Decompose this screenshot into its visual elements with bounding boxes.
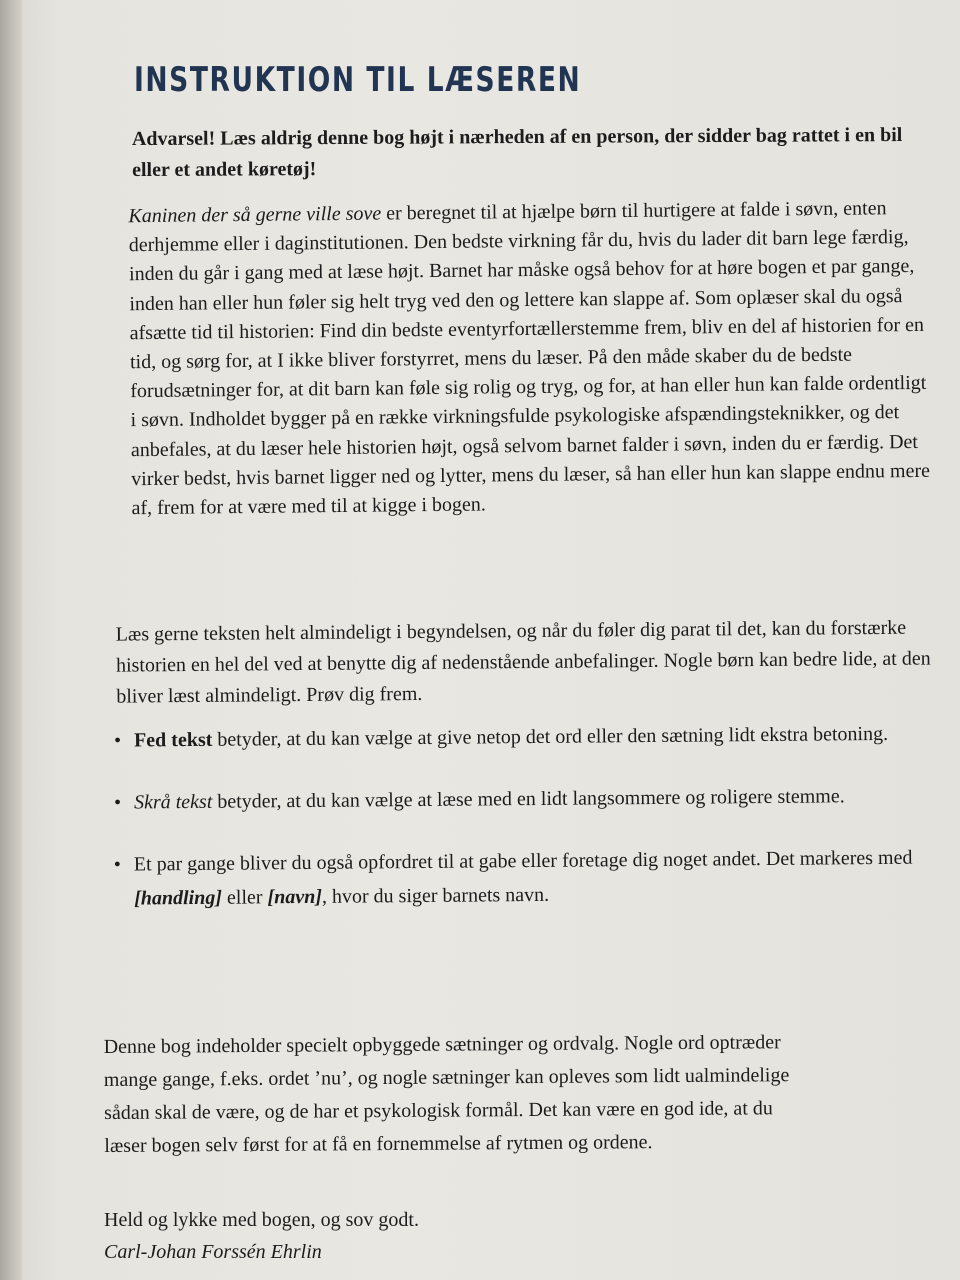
- structure-line: mange gange, f.eks. ordet ’nu’, og nogle sætninger kan opleves som lidt ualmindelige: [103, 1064, 790, 1092]
- italic-term: Skrå tekst: [133, 790, 213, 814]
- book-spine-shadow: [0, 0, 22, 1280]
- intro-paragraph: [128, 194, 931, 524]
- action-text-2: eller: [221, 886, 268, 909]
- book-page: [100, 40, 960, 1280]
- recommendation-paragraph: Læs gerne teksten helt almindeligt i begyndelsen, og når du føler dig parat til det, kan du forstærke historien en hel del ved at benytte dig af nedenstående anbefalinger. Nogle børn kan bedre lide, at den bliver læst almindeligt. Prøv dig frem.: [115, 616, 931, 708]
- navn-marker: [navn]: [267, 885, 323, 909]
- structure-paragraph: [104, 1025, 960, 1163]
- italic-description: betyder, at du kan vælge at læse med en lidt langsommere og roligere stemme.: [212, 785, 845, 813]
- intro-text: er beregnet til at hjælpe børn til hurtigere at falde i søvn, enten derhjemme eller i daginstitutionen. Den bedste virkning får du, hvis du lader dit barn lege færdig, inden du går i gang med at læse højt. Barnet har måske også behov for at høre bogen et par gange, inden han eller hun føler sig helt tryg ved den og lettere kan slappe af. Som oplæser skal du også afsætte tid til historien: Find din bedste eventyrfortællerstemme frem, bliv en del af historien for en tid, og sørg for, at I ikke bliver forstyrret, mens du læser. På den måde skaber du de bedste forudsætninger for, at dit barn kan føle sig rolig og tryg, og for, at han eller hun kan falde ordentligt i søvn. Indholdet bygger på en række virkningsfulde psykologiske afspændingsteknikker, og det anbefales, at du læser hele historien højt, også selvom barnet falder i søvn, inden du er færdig. Det virker bedst, hvis barnet ligger ned og lytter, mens du læser, så han eller hun kan slappe endnu mere af, frem for at være med til at kigge i bogen.: [128, 197, 931, 520]
- book-title: Kaninen der så gerne ville sove: [128, 202, 382, 228]
- author-signature: Carl-Johan Forssén Ehrlin: [104, 1241, 322, 1263]
- warning-text: Advarsel! Læs aldrig denne bog højt i nærheden af en person, der sidder bag rattet i en bil eller et andet køretøj!: [131, 124, 903, 182]
- list-item-italic-text: [110, 778, 960, 819]
- closing-block: [104, 1204, 804, 1268]
- list-item-bold-text: [110, 716, 960, 757]
- structure-line: sådan skal de være, og de har et psykologisk formål. Det kan være en god ide, at du: [104, 1097, 773, 1125]
- page-heading: INSTRUKTION TIL LÆSEREN: [134, 60, 582, 100]
- structure-line: Denne bog indeholder specielt opbyggede sætninger og ordvalg. Nogle ord optræder: [103, 1031, 781, 1059]
- recommendation-list: [110, 720, 960, 940]
- bold-description: betyder, at du kan vælge at give netop det ord eller den sætning lidt ekstra betoning.: [212, 722, 889, 751]
- structure-line: læser bogen selv først for at få en fornemmelse af rytmen og ordene.: [104, 1131, 653, 1158]
- action-text-1: Et par gange bliver du også opfordret til at gabe eller foretage dig noget andet. Det markeres med: [133, 846, 913, 876]
- action-text-3: , hvor du siger barnets navn.: [321, 883, 550, 908]
- closing-text: Held og lykke med bogen, og sov godt.: [104, 1209, 419, 1231]
- bold-term: Fed tekst: [133, 728, 213, 752]
- handling-marker: [handling]: [134, 886, 223, 910]
- list-item-action-markers: [110, 840, 960, 915]
